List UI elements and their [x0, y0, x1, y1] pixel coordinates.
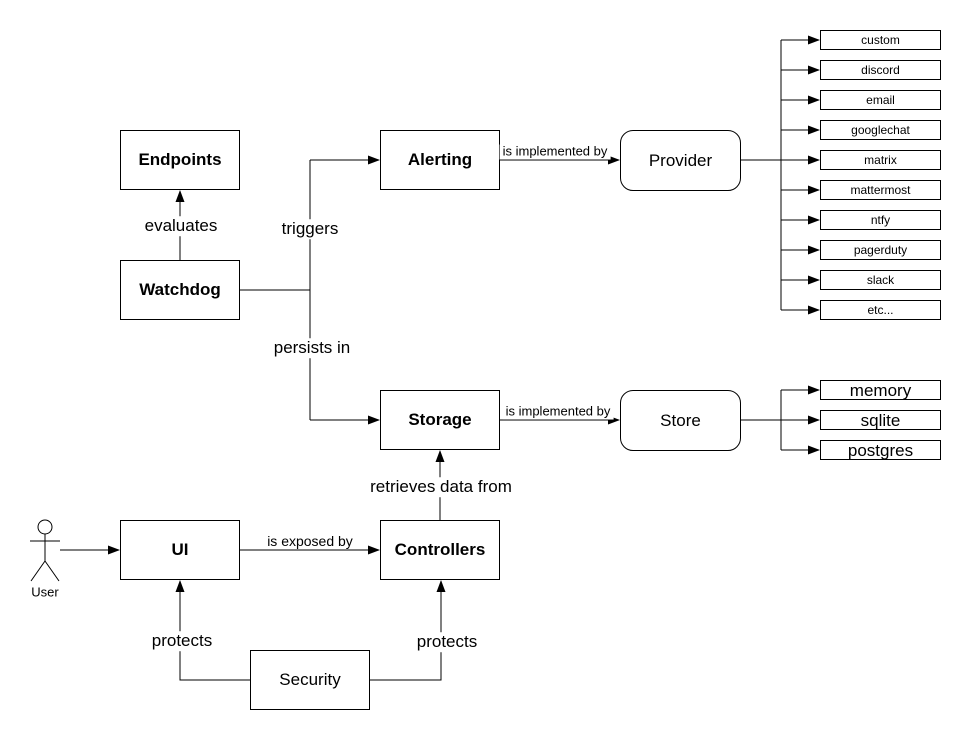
store-impl-sqlite: sqlite	[820, 410, 941, 430]
node-provider-label: Provider	[648, 150, 713, 170]
node-storage	[380, 390, 500, 450]
edge-provider-trunk	[741, 40, 781, 310]
provider-impl-pagerduty: pagerduty	[820, 240, 941, 260]
edge-label-storage-implemented-by: is implemented by	[503, 405, 614, 420]
edge-security-controllers	[370, 581, 441, 680]
provider-impl-slack: slack	[820, 270, 941, 290]
node-security-label: Security	[279, 670, 341, 689]
provider-impl-custom: custom	[820, 30, 941, 50]
edge-label-is-exposed-by: is exposed by	[264, 533, 356, 549]
node-provider	[620, 130, 741, 191]
provider-impl-etc: etc...	[820, 300, 941, 320]
node-security	[250, 650, 370, 710]
node-alerting-label: Alerting	[407, 150, 473, 169]
node-alerting	[380, 130, 500, 190]
edge-label-evaluates: evaluates	[142, 216, 221, 236]
provider-impl-email: email	[820, 90, 941, 110]
edge-label-persists-in: persists in	[271, 338, 354, 358]
node-controllers	[380, 520, 500, 580]
provider-impl-ntfy: ntfy	[820, 210, 941, 230]
user-actor-label: User	[31, 584, 59, 600]
store-impl-memory: memory	[820, 380, 941, 400]
node-store-label: Store	[660, 410, 701, 430]
store-impl-postgres: postgres	[820, 440, 941, 460]
node-ui	[120, 520, 240, 580]
edge-watchdog-trunk	[240, 160, 310, 420]
node-endpoints-label: Endpoints	[138, 150, 222, 169]
node-watchdog-label: Watchdog	[139, 280, 221, 299]
node-endpoints	[120, 130, 240, 190]
node-storage-label: Storage	[408, 410, 472, 429]
node-controllers-label: Controllers	[394, 540, 486, 559]
edge-label-alerting-implemented-by: is implemented by	[500, 145, 611, 160]
edge-label-retrieves-data-from: retrieves data from	[367, 477, 515, 497]
node-store	[620, 390, 741, 451]
provider-impl-matrix: matrix	[820, 150, 941, 170]
edge-label-protects-ui: protects	[149, 631, 215, 651]
edge-store-trunk	[741, 390, 781, 450]
node-watchdog	[120, 260, 240, 320]
edge-label-protects-controllers: protects	[414, 632, 480, 652]
provider-impl-googlechat: googlechat	[820, 120, 941, 140]
provider-impl-mattermost: mattermost	[820, 180, 941, 200]
node-ui-label: UI	[171, 540, 189, 559]
edge-label-triggers: triggers	[279, 219, 342, 239]
provider-impl-discord: discord	[820, 60, 941, 80]
user-actor-icon	[30, 520, 60, 581]
